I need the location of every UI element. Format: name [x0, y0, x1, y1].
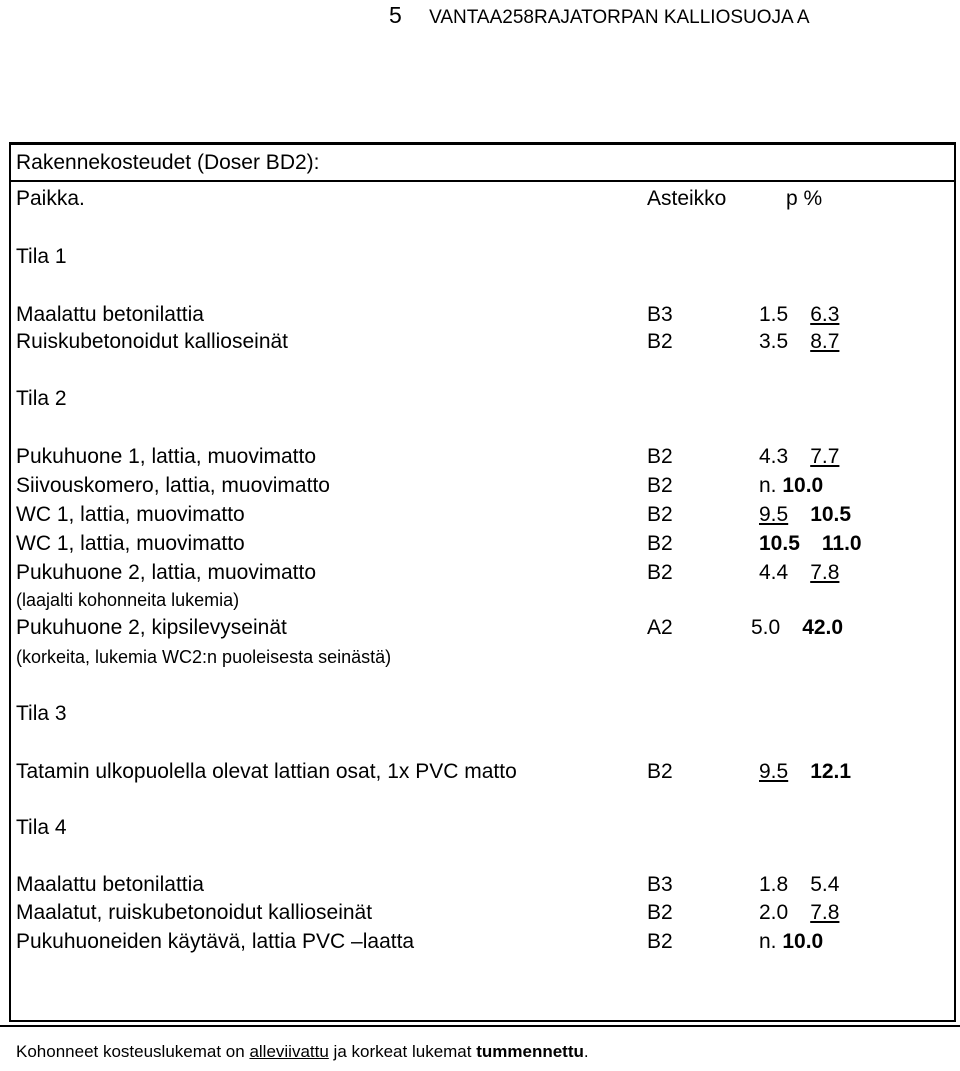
row-value: [759, 930, 823, 954]
row-range: [759, 303, 839, 327]
section-heading-tila-2: Tila 2: [16, 387, 67, 410]
range-high: 7.8: [810, 561, 840, 584]
legend-note: [16, 1042, 589, 1062]
column-unit-header: p %: [786, 187, 823, 210]
row-scale: A2: [647, 616, 673, 639]
row-scale: B2: [647, 760, 673, 783]
row-range: [759, 901, 839, 925]
page-header: [389, 2, 810, 29]
range-high: 10.5: [810, 503, 852, 526]
row-range: [759, 503, 851, 527]
row-range: [751, 616, 843, 640]
row-scale: B3: [647, 303, 673, 326]
legend-bold: tummennettu: [476, 1042, 584, 1061]
page-number: 5: [389, 2, 402, 28]
range-low: 1.5: [759, 303, 789, 326]
row-range: [759, 330, 839, 354]
range-high: 42.0: [802, 616, 844, 639]
row-range: [759, 760, 851, 784]
row-place: Maalattu betonilattia: [16, 303, 204, 326]
row-place: Pukuhuone 2, kipsilevyseinät: [16, 616, 287, 639]
row-note: (korkeita, lukemia WC2:n puoleisesta seinästä): [16, 647, 392, 667]
row-scale: B2: [647, 532, 673, 555]
column-scale-header: Asteikko: [647, 187, 727, 210]
row-value: [759, 474, 823, 498]
row-scale: B2: [647, 561, 673, 584]
value: 10.0: [782, 930, 824, 953]
row-place: WC 1, lattia, muovimatto: [16, 503, 245, 526]
row-place: Ruiskubetonoidut kallioseinät: [16, 330, 289, 353]
legend-text: .: [583, 1042, 589, 1061]
range-low: 9.5: [759, 503, 789, 526]
row-scale: B2: [647, 503, 673, 526]
row-range: [759, 532, 862, 556]
range-low: 9.5: [759, 760, 789, 783]
legend-text: Kohonneet kosteuslukemat on: [16, 1042, 250, 1061]
box-title-divider: [9, 180, 956, 182]
range-low: 10.5: [759, 532, 800, 555]
value-prefix: n.: [759, 930, 777, 953]
row-place: Pukuhuone 2, lattia, muovimatto: [16, 561, 317, 584]
row-place: WC 1, lattia, muovimatto: [16, 532, 245, 555]
row-scale: B2: [647, 445, 673, 468]
range-low: 1.8: [759, 873, 789, 896]
row-scale: B2: [647, 930, 673, 953]
row-place: Maalatut, ruiskubetonoidut kallioseinät: [16, 901, 373, 924]
range-high: 6.3: [810, 303, 840, 326]
row-scale: B2: [647, 474, 673, 497]
row-note: (laajalti kohonneita lukemia): [16, 590, 240, 610]
row-place: Pukuhuoneiden käytävä, lattia PVC –laatta: [16, 930, 415, 953]
row-scale: B3: [647, 873, 673, 896]
range-high: 11.0: [821, 532, 862, 555]
box-title: Rakennekosteudet (Doser BD2):: [16, 151, 320, 174]
footer-rule: [0, 1025, 960, 1027]
row-scale: B2: [647, 330, 673, 353]
row-place: Maalattu betonilattia: [16, 873, 204, 896]
row-place: Siivouskomero, lattia, muovimatto: [16, 474, 330, 497]
range-low: 4.3: [759, 445, 789, 468]
range-low: 2.0: [759, 901, 789, 924]
value: 10.0: [782, 474, 824, 497]
range-high: 12.1: [810, 760, 852, 783]
legend-text: ja korkeat lukemat: [328, 1042, 477, 1061]
row-range: [759, 445, 839, 469]
range-low: 4.4: [759, 561, 789, 584]
range-high: 5.4: [810, 873, 840, 896]
row-place: Pukuhuone 1, lattia, muovimatto: [16, 445, 317, 468]
row-range: [759, 873, 839, 897]
range-high: 7.7: [810, 445, 840, 468]
range-low: 3.5: [759, 330, 789, 353]
range-high: 8.7: [810, 330, 840, 353]
section-heading-tila-3: Tila 3: [16, 702, 67, 725]
document-title: VANTAA258RAJATORPAN KALLIOSUOJA A: [429, 7, 810, 28]
row-scale: B2: [647, 901, 673, 924]
legend-underlined: alleviivattu: [249, 1042, 329, 1061]
range-low: 5.0: [751, 616, 781, 639]
value-prefix: n.: [759, 474, 777, 497]
column-place-header: Paikka.: [16, 187, 85, 210]
row-place: Tatamin ulkopuolella olevat lattian osat, 1x PVC matto: [16, 760, 517, 783]
section-heading-tila-1: Tila 1: [16, 245, 67, 268]
section-heading-tila-4: Tila 4: [16, 816, 67, 839]
range-high: 7.8: [810, 901, 840, 924]
row-range: [759, 561, 839, 585]
